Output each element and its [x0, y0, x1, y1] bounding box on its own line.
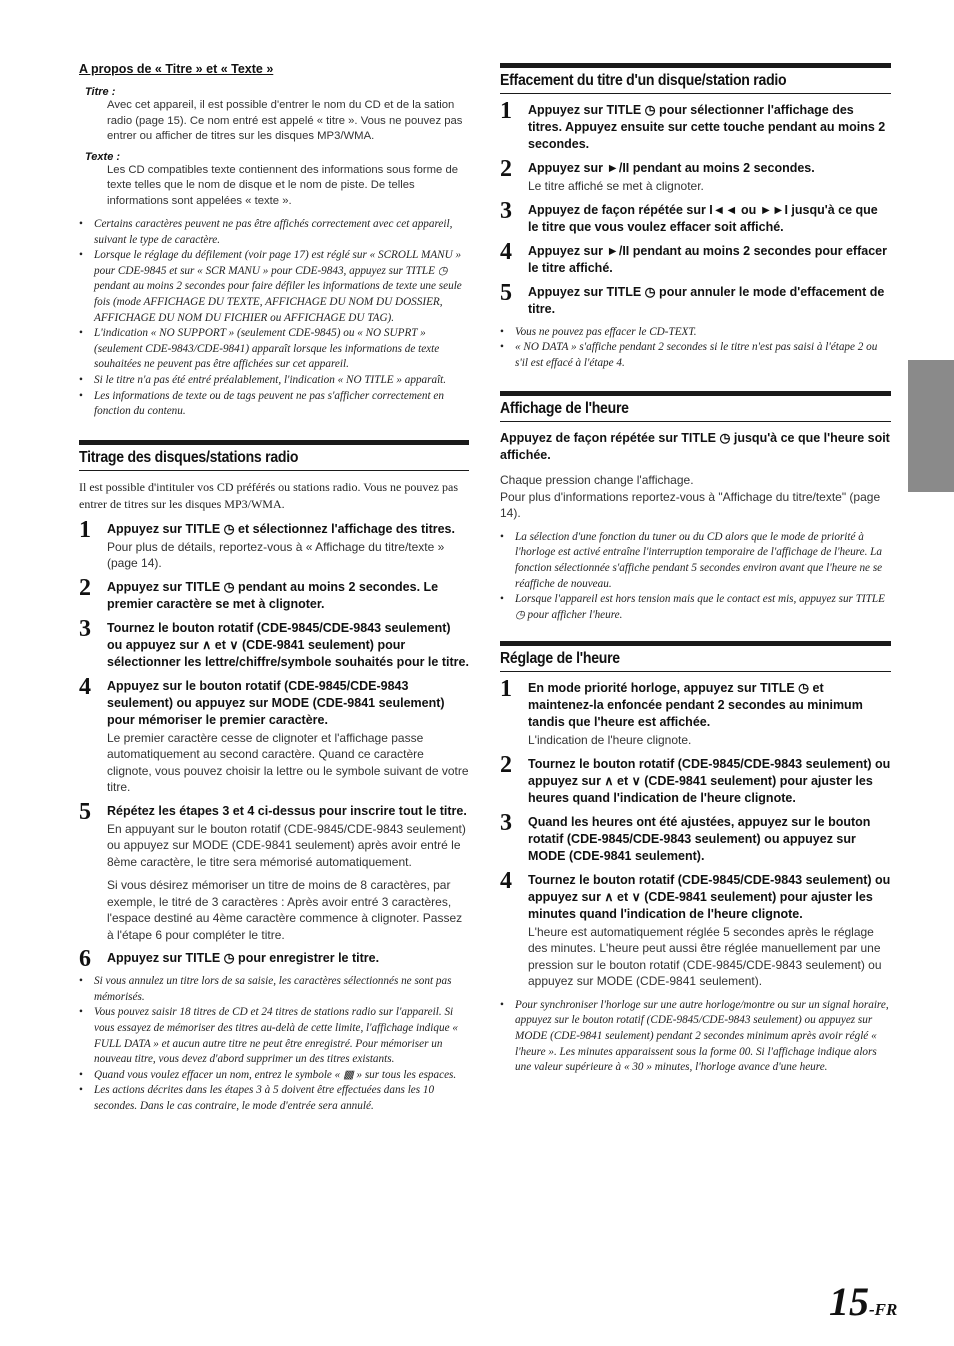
- step-detail: En appuyant sur le bouton rotatif (CDE-9845/CDE-9843 seulement) ou appuyez sur MODE (CDE-9841 seulement) après avoir entré le 8ème caractère, le titre sera mémorisé automatiquement.: [107, 821, 466, 869]
- step-instruction: Appuyez de façon répétée sur I◄◄ ou ►►I jusqu'à ce que le titre que vous voulez effacer soit affiché.: [528, 202, 878, 234]
- titrage-notes: [79, 974, 469, 1114]
- step-detail: Si vous désirez mémoriser un titre de moins de 8 caractères, par exemple, le titré de 3 caractères : Après avoir entré 3 caractères, l'espace destiné au 4ème caractère commence à clignoter. Passez à l'étape 6 pour compléter le titre.: [107, 878, 463, 942]
- left-column: [79, 60, 469, 1115]
- section-heading-text: Réglage de l'heure: [500, 650, 620, 668]
- note-item: • Si le titre n'a pas été entré préalablement, l'indication « NO TITLE » apparaît.: [79, 373, 469, 389]
- step-instruction: Appuyez sur le bouton rotatif (CDE-9845/CDE-9843 seulement) ou appuyez sur MODE (CDE-9841 seulement) pour mémoriser le premier caractère.: [107, 678, 445, 727]
- section-heading: [500, 641, 891, 672]
- step-number: 3: [79, 615, 91, 642]
- section-heading: [500, 63, 891, 94]
- page-language-suffix: -FR: [869, 1300, 898, 1319]
- section-intro: Il est possible d'intituler vos CD préférés ou stations radio. Vous ne pouvez pas entrer de titres sur les disques MP3/WMA.: [79, 479, 458, 511]
- step-instruction: Répétez les étapes 3 et 4 ci-dessus pour inscrire tout le titre.: [107, 803, 467, 818]
- step-instruction: Appuyez sur TITLE ◷ pendant au moins 2 secondes. Le premier caractère se met à clignoter.: [107, 579, 439, 611]
- note-item: • Lorsque l'appareil est hors tension mais que le contact est mis, appuyez sur TITLE ◷ pour afficher l'heure.: [500, 592, 891, 623]
- step-instruction: Tournez le bouton rotatif (CDE-9845/CDE-9843 seulement) ou appuyez sur ∧ et ∨ (CDE-9841 seulement) pour sélectionner les lettre/chiffre/symbole souhaités pour le titre.: [107, 620, 469, 669]
- note-item: • Si vous annulez un titre lors de sa saisie, les caractères sélectionnés ne sont pas mémorisés.: [79, 974, 469, 1005]
- effacement-notes: [500, 325, 891, 372]
- note-item: • Les informations de texte ou de tags peuvent ne pas s'afficher correctement en fonction du contenu.: [79, 389, 469, 420]
- step-instruction: Appuyez sur ►/II pendant au moins 2 secondes pour effacer le titre affiché.: [528, 243, 887, 275]
- step-detail: L'indication de l'heure clignote.: [528, 733, 692, 748]
- step-number: 1: [500, 676, 512, 703]
- about-section: [79, 60, 469, 420]
- about-title: A propos de « Titre » et « Texte »: [79, 62, 274, 76]
- texte-term: Texte :: [85, 150, 121, 163]
- step-instruction: Appuyez sur TITLE ◷ et sélectionnez l'affichage des titres.: [107, 521, 455, 536]
- note-item: • Certains caractères peuvent ne pas être affichés correctement avec cet appareil, suivant le type de caractère.: [79, 217, 469, 248]
- step-instruction: Tournez le bouton rotatif (CDE-9845/CDE-9843 seulement) ou appuyez sur ∧ et ∨ (CDE-9841 seulement) pour ajuster les heures quand l'indication de l'heure clignote.: [528, 756, 891, 805]
- detail-text: [500, 472, 891, 522]
- step-number: 1: [500, 98, 512, 124]
- step-number: 1: [79, 516, 91, 543]
- note-item: • Pour synchroniser l'horloge sur une autre horloge/montre ou sur un signal horaire, appuyez sur le bouton rotatif (CDE-9845/CDE-9843 seulement) ou appuyez sur MODE (CDE-9841 seulement) pendant 2 secondes minimum après avoir réglé « l'heure ». Les minutes apparaissent sous la forme 00. Si l'affichage indique alors une valeur supérieure à « 30 » minutes, l'horloge avance d'une heure.: [500, 998, 891, 1076]
- step: [500, 197, 891, 236]
- step-instruction: Quand les heures ont été ajustées, appuyez sur le bouton rotatif (CDE-9845/CDE-9843 seulement) ou appuyez sur MODE (CDE-9841 seulement).: [528, 814, 871, 863]
- step-number: 3: [500, 809, 512, 836]
- step: [79, 673, 469, 796]
- step: [500, 676, 891, 749]
- effacement-section: [500, 63, 891, 371]
- affichage-heure-section: [500, 391, 891, 623]
- step: [79, 615, 469, 671]
- step-number: 4: [500, 867, 512, 894]
- about-notes: [79, 217, 469, 420]
- step-detail: L'heure est automatiquement réglée 5 secondes après le réglage des minutes. L'heure peut aussi être réglée manuellement par une pression sur le bouton rotatif (CDE-9845/CDE-9843 seulement) ou appuyez sur MODE (CDE-9841 seulement).: [528, 924, 882, 989]
- step-number: 6: [79, 946, 91, 973]
- step: [500, 238, 891, 277]
- step-detail: Le titre affiché se met à clignoter.: [528, 179, 704, 193]
- step-number: 5: [79, 798, 91, 825]
- titrage-section: [79, 440, 469, 1115]
- step-instruction: Tournez le bouton rotatif (CDE-9845/CDE-9843 seulement) ou appuyez sur ∧ et ∨ (CDE-9841 seulement) pour ajuster les minutes quand l'indication de l'heure clignote.: [528, 872, 891, 921]
- section-heading-text: Titrage des disques/stations radio: [79, 448, 299, 466]
- note-item: • Les actions décrites dans les étapes 3 à 5 doivent être effectuées dans les 10 secondes. Dans le cas contraire, le mode d'entrée sera annulé.: [79, 1083, 469, 1114]
- detail-line: Chaque pression change l'affichage.: [500, 473, 694, 488]
- page-number-value: 15: [829, 1279, 869, 1324]
- detail-line: Pour plus d'informations reportez-vous à "Affichage du titre/texte" (page 14).: [500, 489, 881, 521]
- step: [79, 574, 469, 613]
- step-instruction: Appuyez sur TITLE ◷ pour enregistrer le titre.: [107, 951, 380, 966]
- step-number: 2: [500, 156, 512, 182]
- right-column: [500, 63, 891, 1076]
- step-number: 2: [500, 751, 512, 778]
- step-detail: Pour plus de détails, reportez-vous à « Affichage du titre/texte » (page 14).: [107, 539, 445, 571]
- language-side-tab: [908, 360, 954, 492]
- instruction: Appuyez de façon répétée sur TITLE ◷ jusqu'à ce que l'heure soit affichée.: [500, 431, 890, 463]
- note-item: • La sélection d'une fonction du tuner ou du CD alors que le mode de priorité à l'horloge est activé entraîne l'interruption temporaire de l'affichage de l'heure. La fonction sélectionnée s'affiche pendant 5 secondes environ avant que l'heure ne se réaffiche de nouveau.: [500, 530, 891, 592]
- step-instruction: Appuyez sur TITLE ◷ pour sélectionner l'affichage des titres. Appuyez ensuite sur cette touche pendant au moins 2 secondes.: [528, 103, 886, 151]
- note-item: • Vous ne pouvez pas effacer le CD-TEXT.: [500, 325, 891, 341]
- section-heading-text: Affichage de l'heure: [500, 400, 629, 418]
- step-number: 3: [500, 197, 512, 224]
- step-number: 2: [79, 574, 91, 601]
- step-instruction: Appuyez sur ►/II pendant au moins 2 secondes.: [528, 161, 815, 175]
- step-instruction: Appuyez sur TITLE ◷ pour annuler le mode d'effacement de titre.: [528, 284, 885, 316]
- texte-definition: Les CD compatibles texte contiennent des informations sous forme de texte telles que le nom de disque et le nom de piste. De telles informations sont appelées « texte ».: [107, 163, 459, 207]
- reglage-notes: [500, 998, 891, 1076]
- section-heading: [79, 440, 469, 471]
- note-item: • Lorsque le réglage du défilement (voir page 17) est réglé sur « SCROLL MANU » pour CDE-9845 et sur « SCR MANU » pour CDE-9843, appuyez sur TITLE ◷ pendant au moins 2 secondes pour faire défiler les informations de texte une seule fois (mode AFFICHAGE DU TEXTE, AFFICHAGE DU NOM DU DOSSIER, AFFICHAGE DU NOM DU FICHIER ou AFFICHAGE DU TAG).: [79, 248, 469, 326]
- note-item: • « NO DATA » s'affiche pendant 2 secondes si le titre n'est pas saisi à l'étape 2 ou s'il est effacé à l'étape 4.: [500, 340, 891, 371]
- step: [500, 98, 891, 153]
- step-number: 5: [500, 279, 512, 306]
- step-number: 4: [500, 238, 512, 265]
- step: [79, 516, 469, 572]
- step: [500, 751, 891, 807]
- step: [500, 279, 891, 318]
- step: [500, 809, 891, 865]
- step: [79, 798, 469, 944]
- titre-definition: Avec cet appareil, il est possible d'entrer le nom du CD et de la sation radio (page 15). Ce nom entré est appelé « titre ». Vous ne pouvez pas entrer ou afficher de titres sur les disques MP3/WMA.: [107, 99, 463, 142]
- affichage-notes: [500, 530, 891, 624]
- section-heading: [500, 391, 891, 422]
- note-item: • Quand vous voulez effacer un nom, entrez le symbole « ▩ » sur tous les espaces.: [79, 1068, 469, 1084]
- step: [500, 156, 891, 195]
- step: [79, 946, 469, 973]
- section-heading-text: Effacement du titre d'un disque/station radio: [500, 72, 787, 89]
- page-number: [829, 1280, 897, 1332]
- titre-term: Titre :: [85, 86, 116, 98]
- note-item: • L'indication « NO SUPPORT » (seulement CDE-9845) ou « NO SUPRT » (seulement CDE-9843/CDE-9841) apparaît lorsque les informations de texte souhaitées ne peuvent pas être affichées sur cet appareil.: [79, 326, 469, 373]
- step-number: 4: [79, 673, 91, 700]
- step: [500, 867, 891, 990]
- reglage-heure-section: [500, 641, 891, 1075]
- step-detail: Le premier caractère cesse de clignoter et l'affichage passe automatiquement au second caractère. Quand ce caractère clignote, vous pouvez choisir la lettre ou le symbole suivant de votre titre.: [107, 730, 469, 795]
- note-item: • Vous pouvez saisir 18 titres de CD et 24 titres de stations radio sur l'appareil. Si vous essayez de mémoriser des titres au-delà de cette limite, l'affichage indique « FULL DATA » et aucun autre titre ne peut être enregistré. Pour mémoriser un nouveau titre, vous devez d'abord supprimer un des titres existants.: [79, 1005, 469, 1067]
- step-instruction: En mode priorité horloge, appuyez sur TITLE ◷ et maintenez-la enfoncée pendant 2 secondes au minimum tandis que l'heure est affichée.: [528, 681, 863, 730]
